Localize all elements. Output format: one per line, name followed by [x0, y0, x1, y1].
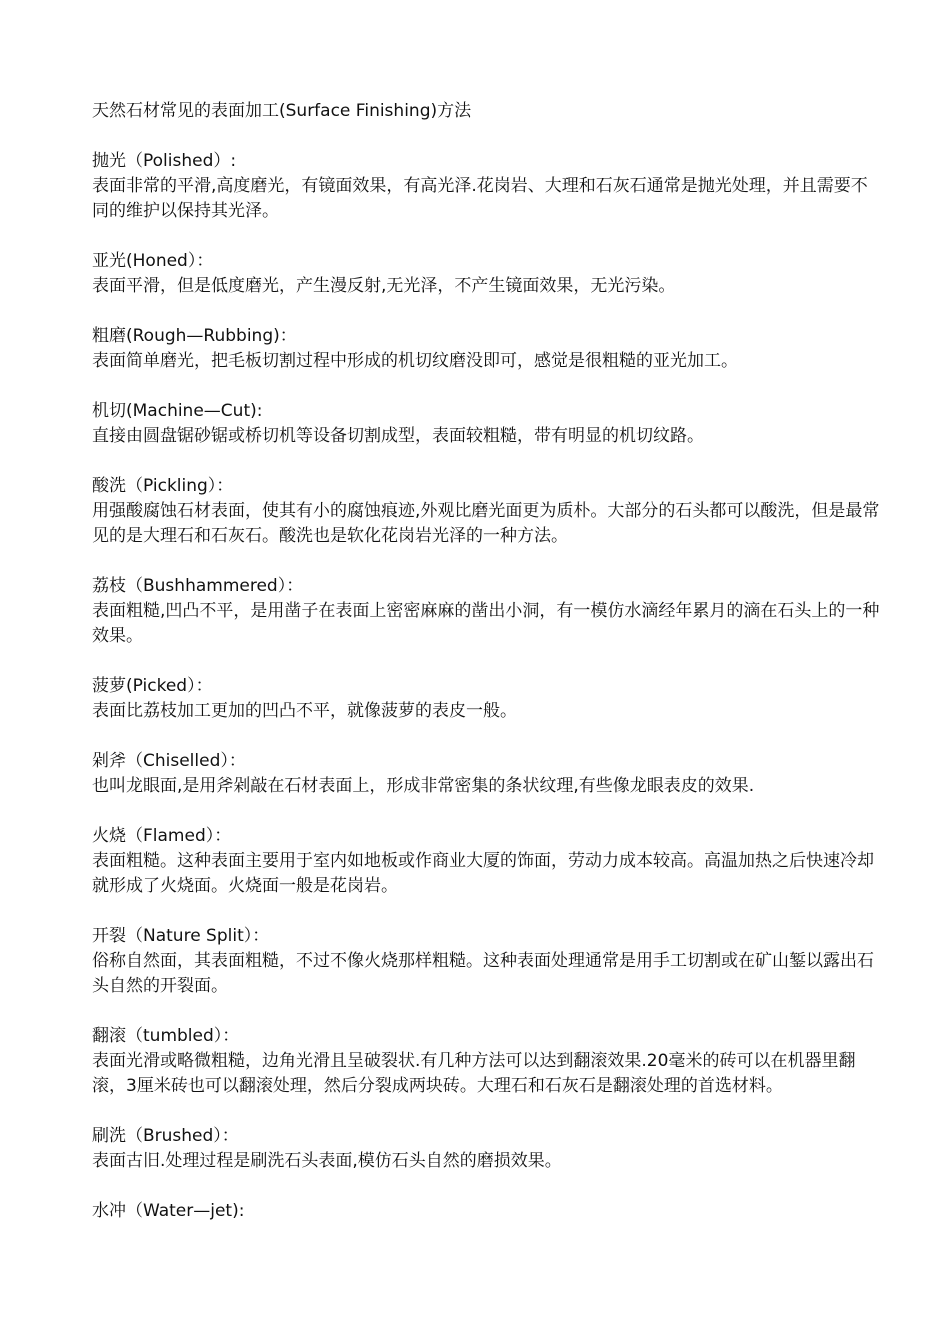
document-title: 天然石材常见的表面加工(Surface Finishing)方法: [92, 101, 472, 121]
section-flamed: [92, 823, 882, 899]
section-nature-split: [92, 923, 882, 999]
section-honed: [92, 248, 882, 299]
section-body: 表面简单磨光，把毛板切割过程中形成的机切纹磨没即可，感觉是很粗糙的亚光加工。: [92, 351, 738, 371]
section-heading: 剁斧（Chiselled）：: [92, 751, 246, 771]
section-heading: 抛光（Polished）:: [92, 151, 237, 171]
section-heading: 水冲（Water—jet):: [92, 1201, 245, 1221]
section-body: 表面粗糙,凹凸不平，是用凿子在表面上密密麻麻的凿出小洞，有一模仿水滴经年累月的滴在石头上的一种效果。: [92, 601, 880, 646]
section-heading: 开裂（Nature Split）：: [92, 926, 270, 946]
section-heading: 荔枝（Bushhammered）：: [92, 576, 304, 596]
section-heading: 酸洗（Pickling）：: [92, 476, 234, 496]
section-water-jet: [92, 1198, 882, 1224]
section-heading: 菠萝(Picked）：: [92, 676, 213, 696]
section-heading: 机切(Machine—Cut):: [92, 401, 263, 421]
section-heading: 刷洗（Brushed）：: [92, 1126, 239, 1146]
section-pickling: [92, 473, 882, 549]
section-body: 表面非常的平滑,高度磨光，有镜面效果，有高光泽.花岗岩、大理和石灰石通常是抛光处理，并且需要不同的维护以保持其光泽。: [92, 176, 868, 221]
section-body: 俗称自然面，其表面粗糙，不过不像火烧那样粗糙。这种表面处理通常是用手工切割或在矿山錾以露出石头自然的开裂面。: [92, 951, 874, 996]
section-heading: 火烧（Flamed）：: [92, 826, 232, 846]
document-page: [92, 98, 882, 1248]
section-body: 表面粗糙。这种表面主要用于室内如地板或作商业大厦的饰面，劳动力成本较高。高温加热之后快速冷却就形成了火烧面。火烧面一般是花岗岩。: [92, 851, 874, 896]
section-machine-cut: [92, 398, 882, 449]
section-heading: 亚光(Honed）：: [92, 251, 214, 271]
section-bushhammered: [92, 573, 882, 649]
section-body: 表面光滑或略微粗糙，边角光滑且呈破裂状.有几种方法可以达到翻滚效果.20毫米的砖可以在机器里翻滚，3厘米砖也可以翻滚处理，然后分裂成两块砖。大理石和石灰石是翻滚处理的首选材料。: [92, 1051, 856, 1096]
section-polished: [92, 148, 882, 224]
section-heading: 粗磨(Rough—Rubbing)：: [92, 326, 297, 346]
section-picked: [92, 673, 882, 724]
section-brushed: [92, 1123, 882, 1174]
section-body: 也叫龙眼面,是用斧剁敲在石材表面上，形成非常密集的条状纹理,有些像龙眼表皮的效果.: [92, 776, 755, 796]
section-body: 表面比荔枝加工更加的凹凸不平，就像菠萝的表皮一般。: [92, 701, 517, 721]
section-body: 表面平滑，但是低度磨光，产生漫反射,无光泽，不产生镜面效果，无光污染。: [92, 276, 676, 296]
section-body: 用强酸腐蚀石材表面，使其有小的腐蚀痕迹,外观比磨光面更为质朴。大部分的石头都可以酸洗，但是最常见的是大理石和石灰石。酸洗也是软化花岗岩光泽的一种方法。: [92, 501, 880, 546]
section-tumbled: [92, 1023, 882, 1099]
section-body: 直接由圆盘锯砂锯或桥切机等设备切割成型，表面较粗糙，带有明显的机切纹路。: [92, 426, 704, 446]
section-chiselled: [92, 748, 882, 799]
section-rough-rubbing: [92, 323, 882, 374]
section-body: 表面古旧.处理过程是刷洗石头表面,模仿石头自然的磨损效果。: [92, 1151, 562, 1171]
section-heading: 翻滚（tumbled）：: [92, 1026, 240, 1046]
